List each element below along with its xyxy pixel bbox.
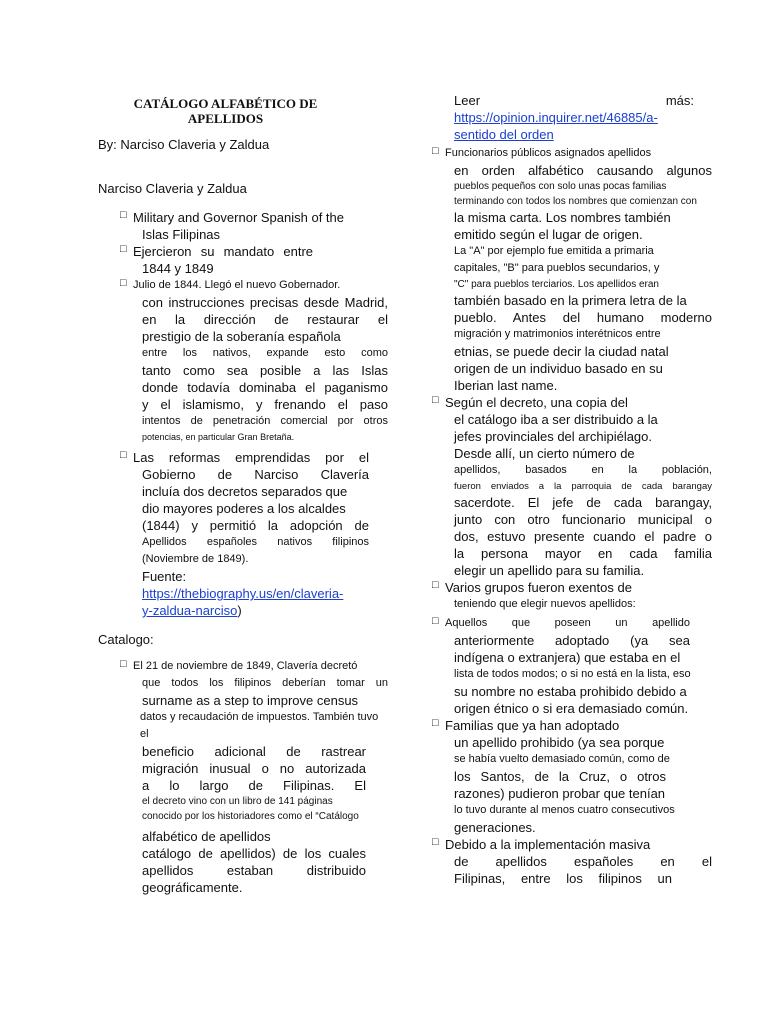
read-more-label: Leer más: xyxy=(454,93,694,108)
bullet-icon: □ xyxy=(432,836,439,848)
bullet-text: en la dirección de restaurar el xyxy=(142,312,388,327)
bullet-icon: □ xyxy=(120,243,127,255)
bullet-text: Desde allí, un cierto número de xyxy=(454,446,635,461)
name-heading: Narciso Claveria y Zaldua xyxy=(98,181,247,196)
bullet-text: etnias, se puede decir la ciudad natal xyxy=(454,344,669,359)
bullet-varios-grupos xyxy=(432,579,712,613)
bullet-icon: □ xyxy=(432,579,439,591)
bullet-lead: Debido a la implementación masiva xyxy=(445,837,651,852)
bullet-text: pueblos pequeños con solo unas pocas familias xyxy=(454,181,667,192)
bullet-text: dos, estuvo presente cuando el padre o xyxy=(454,529,712,544)
bullet-text: que todos los filipinos deberían tomar un xyxy=(142,677,388,689)
bullet-text: origen étnico o si era demasiado común. xyxy=(454,701,689,716)
bullet-text: de apellidos españoles en el xyxy=(454,854,712,869)
bullet-text: la misma carta. Los nombres también xyxy=(454,210,671,225)
bullet-text: migración y matrimonios interétnicos entre xyxy=(454,328,661,340)
bullet-text: generaciones. xyxy=(454,820,536,835)
bullet-text: origen de un individuo basado en su xyxy=(454,361,663,376)
bullet-lead: Julio de 1844. Llegó el nuevo Gobernador. xyxy=(133,279,341,291)
bullet-text: indígena o extranjera) que estaba en el xyxy=(454,650,681,665)
bullet-text: también basado en la primera letra de la xyxy=(454,293,687,308)
bullet-lead: El 21 de noviembre de 1849, Clavería decretó xyxy=(133,660,358,672)
bullet-text: conocido por los historiadores como el “Catálogo xyxy=(142,811,359,822)
bullet-text: potencias, en particular Gran Bretaña. xyxy=(142,432,295,442)
bullet-mandato xyxy=(120,243,398,277)
bullet-text: capitales, "B" para pueblos secundarios, y xyxy=(454,262,660,274)
byline: By: Narciso Claveria y Zaldua xyxy=(98,137,270,152)
bullet-lead: Varios grupos fueron exentos de xyxy=(445,580,632,595)
source-link-cont[interactable]: y-zaldua-narciso xyxy=(142,603,238,618)
bullet-text: junto con otro funcionario municipal o xyxy=(454,512,712,527)
source-link[interactable]: https://thebiography.us/en/claveria- xyxy=(142,586,344,601)
bullet-decreto xyxy=(120,658,398,896)
bullet-segun-decreto xyxy=(432,394,712,579)
bullet-icon: □ xyxy=(120,277,127,289)
bullet-aquellos xyxy=(432,615,712,717)
bullet-text: datos y recaudación de impuestos. También tuvo el xyxy=(140,711,379,740)
bullet-text: Military and Governor Spanish of the xyxy=(133,210,344,225)
bullet-text: beneficio adicional de rastrear xyxy=(142,744,366,759)
bullet-text: sacerdote. El jefe de cada barangay, xyxy=(454,495,712,510)
catalog-heading: Catalogo: xyxy=(98,632,154,647)
bullet-funcionarios xyxy=(432,145,712,394)
bullet-text: Iberian last name. xyxy=(454,378,558,393)
bullet-text: catálogo de apellidos) de los cuales xyxy=(142,846,366,861)
bullet-text: elegir un apellido para su familia. xyxy=(454,563,645,578)
bullet-text: con instrucciones precisas desde Madrid, xyxy=(142,295,388,310)
bullet-text: surname as a step to improve census xyxy=(142,693,359,708)
read-more-block xyxy=(432,92,694,143)
bullet-text: a lo largo de Filipinas. El xyxy=(142,778,366,793)
bullet-text: terminando con todos los nombres que comienzan con xyxy=(454,196,697,207)
bullet-text: el decreto vino con un libro de 141 páginas xyxy=(142,796,333,807)
document-title xyxy=(98,96,353,126)
bullet-text: migración inusual o no autorizada xyxy=(142,761,366,776)
bullet-text: razones) pudieron probar que tenían xyxy=(454,786,666,801)
bullet-lead: Funcionarios públicos asignados apellidos xyxy=(445,147,652,159)
bullet-icon: □ xyxy=(432,145,439,157)
bullet-text: su nombre no estaba prohibido debido a xyxy=(454,684,687,699)
bullet-text: apellidos, basados en la población, xyxy=(454,464,712,476)
bullet-icon: □ xyxy=(120,209,127,221)
bullet-text: los Santos, de la Cruz, o otros xyxy=(454,769,666,784)
bullet-text: La "A" por ejemplo fue emitida a primaria xyxy=(454,245,654,257)
source-label: Fuente: xyxy=(142,569,187,584)
bullet-military xyxy=(120,209,398,243)
bullet-text: se había vuelto demasiado común, como de xyxy=(454,753,670,765)
title-line-2: APELLIDOS xyxy=(187,111,264,126)
left-column xyxy=(98,92,398,896)
bullet-text: 1844 y 1849 xyxy=(142,261,214,276)
bullet-text: teniendo que elegir nuevos apellidos: xyxy=(454,598,636,610)
bullet-text: y el islamismo, y frenando el paso xyxy=(142,397,388,412)
bullet-text: Gobierno de Narciso Clavería xyxy=(142,467,369,482)
bullet-familias xyxy=(432,717,712,836)
bullet-text: tanto como sea posible a las Islas xyxy=(142,363,388,378)
bullet-text: fueron enviados a la parroquia de cada barangay xyxy=(454,481,712,492)
bullet-text: entre los nativos, expande esto como xyxy=(142,347,388,359)
bullet-text: anteriormente adoptado (ya sea xyxy=(454,633,690,648)
bullet-text: el catálogo iba a ser distribuido a la xyxy=(454,412,658,427)
bullet-text: apellidos estaban distribuido xyxy=(142,863,366,878)
bullet-text: lista de todos modos; o si no está en la lista, eso xyxy=(454,668,691,680)
bullet-reformas xyxy=(120,449,398,619)
bullet-text: (Noviembre de 1849). xyxy=(142,553,249,565)
bullet-icon: □ xyxy=(432,615,439,627)
bullet-text: en orden alfabético causando algunos xyxy=(454,163,712,178)
bullet-debido xyxy=(432,836,712,887)
bullet-text: donde todavía dominaba el paganismo xyxy=(142,380,388,395)
title-line-1: CATÁLOGO ALFABÉTICO DE xyxy=(133,96,318,111)
bullet-lead: Según el decreto, una copia del xyxy=(445,395,628,410)
bullet-julio xyxy=(120,277,398,445)
bullet-text: jefes provinciales del archipiélago. xyxy=(454,429,653,444)
source-close: ) xyxy=(237,603,242,618)
read-more-link[interactable]: https://opinion.inquirer.net/46885/a- xyxy=(454,110,658,125)
bullet-lead: Las reformas emprendidas por el xyxy=(133,450,369,465)
bullet-text: prestigio de la soberanía española xyxy=(142,329,341,344)
bullet-icon: □ xyxy=(120,449,127,461)
bullet-text: la persona mayor en cada familia xyxy=(454,546,712,561)
bullet-text: "C" para pueblos terciarios. Los apellidos eran xyxy=(454,279,659,290)
bullet-text: (1844) y permitió la adopción de xyxy=(142,518,369,533)
bullet-lead: Familias que ya han adoptado xyxy=(445,718,620,733)
bullet-text: pueblo. Antes del humano moderno xyxy=(454,310,712,325)
right-column xyxy=(432,92,712,887)
bullet-text: un apellido prohibido (ya sea porque xyxy=(454,735,665,750)
bullet-text: alfabético de apellidos xyxy=(142,829,271,844)
bullet-text: Ejercieron su mandato entre xyxy=(133,244,313,259)
bullet-text: geográficamente. xyxy=(142,880,243,895)
bullet-text: Islas Filipinas xyxy=(142,227,221,242)
bullet-lead: Aquellos que poseen un apellido xyxy=(445,617,690,629)
bullet-icon: □ xyxy=(432,717,439,729)
bullet-text: Filipinas, entre los filipinos un xyxy=(454,871,672,886)
bullet-text: incluía dos decretos separados que xyxy=(142,484,348,499)
bullet-icon: □ xyxy=(432,394,439,406)
bullet-text: Apellidos españoles nativos filipinos xyxy=(142,536,369,548)
bullet-text: emitido según el lugar de origen. xyxy=(454,227,643,242)
bullet-text: dio mayores poderes a los alcaldes xyxy=(142,501,346,516)
bullet-icon: □ xyxy=(120,658,127,670)
bullet-text: intentos de penetración comercial por otros xyxy=(142,415,388,427)
read-more-link-cont[interactable]: sentido del orden xyxy=(454,127,554,142)
bullet-text: lo tuvo durante al menos cuatro consecutivos xyxy=(454,804,675,816)
